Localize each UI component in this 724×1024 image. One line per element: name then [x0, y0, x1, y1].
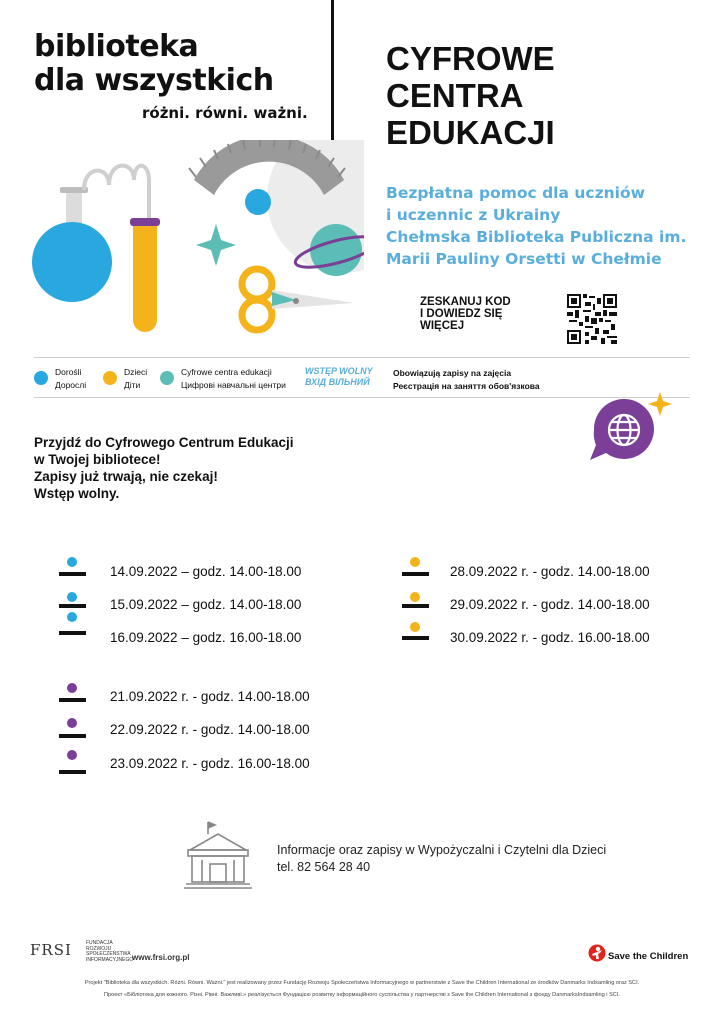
qr-code[interactable] [567, 294, 617, 344]
registration-ua: Реєстрація на заняття обов'язкова [393, 381, 540, 391]
schedule-blue-3: 16.09.2022 – godz. 16.00-18.00 [110, 630, 302, 645]
gold-sparkle-icon [648, 392, 672, 416]
scan-line-1: ZESKANUJ KOD [420, 296, 511, 308]
subtitle-line-4: Marii Pauliny Orsetti w Chełmie [386, 250, 662, 268]
footer-note-pl: Projekt "Biblioteka dla wszystkich. Różni. Równi. Ważni." jest realizowany przez Fundację Rozwoju Społeczeństwa Informacyjnego w partnerstwie z Save the Children International ze środków Danmarks Indsamling oraz SCI. [84, 980, 640, 986]
free-entry-ua: ВХІД ВІЛЬНИЙ [305, 377, 370, 387]
logo-line-2: dla wszystkich [34, 63, 274, 98]
flask-icon [32, 187, 112, 302]
registration-label [393, 367, 540, 393]
frsi-name-2: ROZWOJU [86, 945, 112, 952]
scan-instruction [420, 296, 511, 332]
logo-line-1: biblioteka [34, 29, 199, 64]
frsi-name-4: INFORMACYJNEGO [86, 956, 134, 963]
info-line-1: Informacje oraz zapisy w Wypożyczalni i Czytelni dla Dzieci [277, 843, 607, 857]
legend-digital-pl: Cyfrowe centra edukacji [181, 367, 272, 377]
schedule-purple-2: 22.09.2022 r. - godz. 14.00-18.00 [110, 722, 310, 737]
subtitle-line-1: Bezpłatna pomoc dla uczniów [386, 184, 645, 202]
save-the-children-icon [588, 944, 606, 968]
intro-line-1: Przyjdź do Cyfrowego Centrum Edukacji [34, 435, 294, 450]
intro-line-3: Zapisy już trwają, nie czekaj! [34, 469, 218, 484]
free-entry-label [305, 366, 373, 388]
library-logo [34, 30, 334, 122]
intro-text [34, 434, 294, 502]
children-dot [103, 371, 117, 385]
schedule-blue-2: 15.09.2022 – godz. 14.00-18.00 [110, 597, 302, 612]
title-line-2: CENTRA [386, 77, 524, 114]
digital-dot [160, 371, 174, 385]
frsi-name-1: FUNDACJA [86, 940, 113, 946]
subtitle-line-3: Chełmska Biblioteka Publiczna im. [386, 228, 687, 246]
subtitle [386, 182, 716, 270]
library-building-icon [184, 820, 252, 890]
info-text [277, 842, 606, 876]
legend-digital-ua: Цифрові навчальні центри [181, 380, 286, 390]
frsi-name-3: SPOŁECZEŃSTWA [86, 951, 131, 958]
frsi-url-link[interactable]: www.frsi.org.pl [132, 953, 190, 962]
science-illustration [24, 140, 364, 340]
schedule-purple-1: 21.09.2022 r. - godz. 14.00-18.00 [110, 689, 310, 704]
globe-bubble-icon [582, 390, 678, 472]
schedule-orange-3: 30.09.2022 r. - godz. 16.00-18.00 [450, 630, 650, 645]
schedule-marker-orange [401, 552, 431, 642]
footer-note-ua: Проект «Бібліотека для кожного. Різні. Рівні. Важливі.» реалізується Фундацією розвитку інформаційного суспільства у партнерстві з Save the Children International з фонду DanmarksIndsamling і SCI. [104, 992, 620, 998]
info-line-2: tel. 82 564 28 40 [277, 860, 371, 874]
scissors-icon [242, 269, 354, 330]
save-the-children-label: Save the Children [608, 951, 689, 962]
scan-line-2: I DOWIEDZ SIĘ [420, 308, 503, 320]
intro-line-2: w Twojej bibliotece! [34, 452, 161, 467]
schedule-blue-1: 14.09.2022 – godz. 14.00-18.00 [110, 564, 302, 579]
logo-tagline: różni. równi. ważni. [142, 104, 308, 122]
sparkle-icon [196, 224, 236, 266]
adults-dot [34, 371, 48, 385]
schedule-marker-purple [58, 680, 88, 778]
intro-line-4: Wstęp wolny. [34, 486, 120, 501]
scan-line-3: WIĘCEJ [420, 320, 465, 332]
vertical-divider [331, 0, 334, 160]
schedule-purple-3: 23.09.2022 r. - godz. 16.00-18.00 [110, 756, 310, 771]
title-line-1: CYFROWE [386, 40, 555, 77]
schedule-orange-2: 29.09.2022 r. - godz. 14.00-18.00 [450, 597, 650, 612]
frsi-logo [30, 940, 134, 963]
schedule-marker-blue [58, 552, 88, 642]
test-tube-icon [130, 218, 160, 332]
coil-icon [84, 166, 149, 218]
title-line-3: EDUKACJI [386, 114, 555, 151]
legend-rule-top [34, 357, 690, 358]
legend-children-ua: Діти [124, 380, 141, 390]
legend-adults-pl: Dorośli [55, 367, 82, 377]
page-title [386, 40, 555, 151]
eye-dot [245, 189, 271, 215]
legend-adults-ua: Дорослі [55, 380, 87, 390]
schedule-orange-1: 28.09.2022 r. - godz. 14.00-18.00 [450, 564, 650, 579]
legend-children-pl: Dzieci [124, 367, 148, 377]
registration-pl: Obowiązują zapisy na zajęcia [393, 368, 512, 378]
subtitle-line-2: i uczennic z Ukrainy [386, 206, 561, 224]
free-entry-pl: WSTĘP WOLNY [305, 366, 373, 376]
frsi-mark: FRSI [30, 941, 72, 959]
